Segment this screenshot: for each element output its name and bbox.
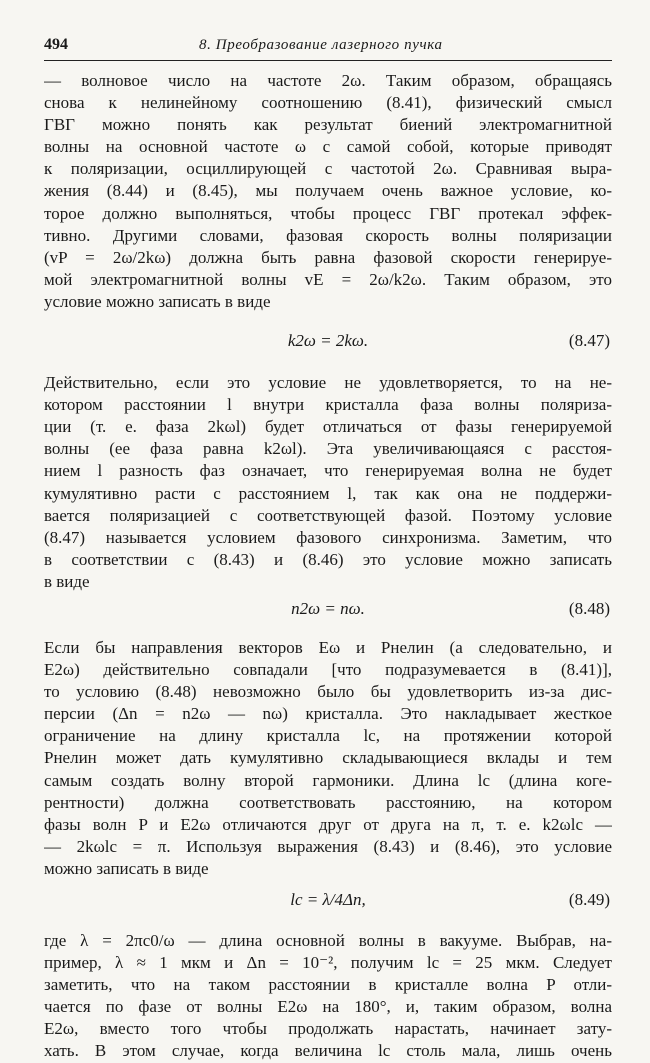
text-line: вается поляризацией с соответствующей фазой. Поэтому условие xyxy=(44,505,612,525)
text-line: персии (Δn = n2ω — nω) кристалла. Это накладывает жесткое xyxy=(44,704,612,724)
text-line: мой электромагнитной волны vE = 2ω/k2ω. Таким образом, это xyxy=(44,269,612,289)
text-line: к поляризации, осциллирующей с частотой 2ω. Сравнивая выра- xyxy=(44,159,612,179)
text-line: нием l разность фаз означает, что генерируемая волна не будет xyxy=(44,461,612,481)
paragraph xyxy=(44,930,612,1063)
equation-formula: n2ω = nω. xyxy=(291,598,365,618)
page-number: 494 xyxy=(44,36,68,53)
equation-8-49 xyxy=(44,880,612,930)
text-line: чается по фазе от волны E2ω на 180°, и, таким образом, волна xyxy=(44,997,612,1017)
text-line: котором расстоянии l внутри кристалла фаза волны поляриза- xyxy=(44,395,612,415)
equation-formula: k2ω = 2kω. xyxy=(287,331,369,351)
equation-8-47 xyxy=(44,316,612,370)
equation-number: (8.48) xyxy=(568,598,610,618)
text-line: Pнелин может дать кумулятивно складывающиеся вклады и тем xyxy=(44,748,612,768)
text-line: самым создать волну второй гармоники. Длина lc (длина коге- xyxy=(44,770,612,790)
text-line: условие можно записать в виде xyxy=(44,291,271,311)
text-line: E2ω) действительно совпадали [что подразумевается в (8.41)], xyxy=(44,660,612,680)
paragraph xyxy=(44,637,612,880)
text-line: можно записать в виде xyxy=(44,858,209,878)
text-line: ограничение на длину кристалла lc, на протяжении которой xyxy=(44,726,612,746)
text-line: в виде xyxy=(44,571,90,591)
text-line: волны (ее фаза равна k2ωl). Эта увеличивающаяся с расстоя- xyxy=(44,439,612,459)
text-line: заметить, что на таком расстоянии в кристалле волна P отли- xyxy=(44,975,612,995)
text-line: кумулятивно расти с расстоянием l, так как она не поддержи- xyxy=(44,483,612,503)
text-line: (8.47) называется условием фазового синхронизма. Заметим, что xyxy=(44,527,612,547)
text-line: Если бы направления векторов Eω и Pнелин (а следовательно, и xyxy=(44,637,612,657)
text-line: где λ = 2πc0/ω — длина основной волны в вакууме. Выбрав, на- xyxy=(44,931,612,950)
text-line: в соответствии с (8.43) и (8.46) это условие можно записать xyxy=(44,549,612,569)
text-line: то условию (8.48) невозможно было бы удовлетворить из-за дис- xyxy=(44,682,612,702)
text-line: — 2kωlc = π. Используя выражения (8.43) и (8.46), это условие xyxy=(44,836,612,856)
text-line: рентности) должна соответствовать расстоянию, на котором xyxy=(44,792,612,812)
equation-number: (8.49) xyxy=(568,890,610,909)
running-header xyxy=(44,36,612,61)
text-line: снова к нелинейному соотношению (8.41), физический смысл xyxy=(44,93,612,113)
text-line: E2ω, вместо того чтобы продолжать нарастать, начинает зату- xyxy=(44,1019,612,1039)
paragraph xyxy=(44,372,612,593)
text-line: фазы волн P и E2ω отличаются друг от друга на π, т. е. k2ωlc — xyxy=(44,814,612,834)
text-line: пример, λ ≈ 1 мкм и Δn = 10⁻², получим lc = 25 мкм. Следует xyxy=(44,953,612,973)
text-line: ции (т. е. фаза 2kωl) будет отличаться от фазы генерируемой xyxy=(44,417,612,437)
equation-number: (8.47) xyxy=(568,331,610,351)
paragraph xyxy=(44,70,612,313)
text-line: ГВГ можно понять как результат биений электромагнитной xyxy=(44,115,612,135)
text-line: хать. В этом случае, когда величина lc столь мала, лишь очень xyxy=(44,1041,612,1061)
text-line: волны на основной частоте ω с самой собой, которые приводят xyxy=(44,137,612,157)
text-line: тивно. Другими словами, фазовая скорость волны поляризации xyxy=(44,225,612,245)
running-head-title: 8. Преобразование лазерного пучка xyxy=(199,37,443,53)
equation-formula: lc = λ/4Δn, xyxy=(290,890,366,909)
text-line: (vP = 2ω/2kω) должна быть равна фазовой скорости генерируе- xyxy=(44,247,612,267)
body-text xyxy=(44,70,612,1063)
text-line: жения (8.44) и (8.45), мы получаем очень важное условие, ко- xyxy=(44,181,612,201)
text-line: торое должно выполняться, чтобы процесс ГВГ протекал эффек- xyxy=(44,203,612,223)
equation-8-48 xyxy=(44,593,612,637)
text-line: Действительно, если это условие не удовлетворяется, то на не- xyxy=(44,373,612,393)
text-line: — волновое число на частоте 2ω. Таким образом, обращаясь xyxy=(44,71,612,90)
